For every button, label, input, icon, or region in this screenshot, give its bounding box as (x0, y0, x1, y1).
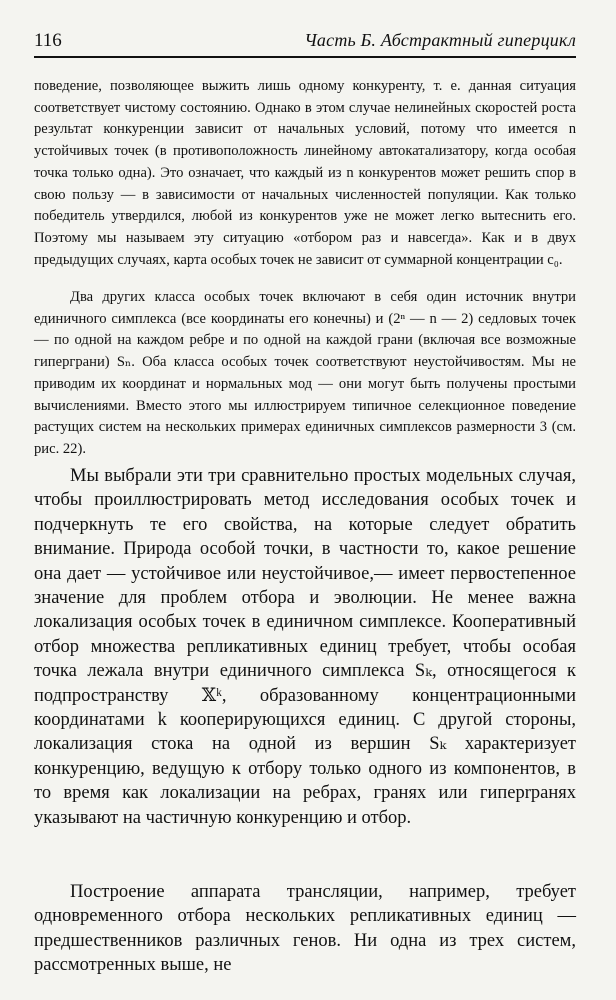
paragraph-model-cases: Мы выбрали эти три сравнительно простых модельных случая, чтобы проиллюстрировать метод исследования особых точек и подчеркнуть те его свойства, на которые следует обратить внимание. Природа особой точки, в частности то, какое решение она дает — устойчивое или неустойчивое,— имеет первостепенное значение для проблем отбора и эволюции. Не менее важна локализация особых точек в единичном симплексе. Кооперативный отбор множества репликативных единиц требует, чтобы особая точка лежала внутри единичного симплекса Sₖ, относящегося к подпространству 𝕏ᵏ, образованному концентрационными координатами k кооперирующихся единиц. С другой стороны, локализация стока на одной из вершин Sₖ характеризует конкуренцию, ведущую к отбору только одного из компонентов, в то время как локализации на ребрах, гранях или гиперrранях указывают на частичную конкуренцию и отбор. (34, 466, 576, 828)
small-print-block-2 (34, 287, 576, 461)
paragraph-singular-points: Два других класса особых точек включают в себя один источник внутри единичного симплекса (все координаты его конечны) и (2ⁿ — n — 2) седловых точек — по одной на каждом ребре и по одной на каждой грани (включая все возможные гиперграни) Sₙ. Оба класса особых точек соответствуют неустойчивостям. Мы не приводим их координат и нормальных мод — они могут быть получены простыми вычислениями. Вместо этого мы иллюстрируем типичное селекционное поведение растущих систем на нескольких примерах единичных симплексов размерности 3 (см. рис. 22). (34, 289, 576, 457)
running-title: Часть Б. Абстрактный гиперцикл (304, 30, 576, 50)
paragraph-translation-apparatus: Построение аппарата трансляции, например, требует одновременного отбора нескольких репликативных единиц — предшественников различных генов. Ни одна из трех систем, рассмотренных выше, не (34, 882, 576, 976)
paragraph-continuation: поведение, позволяющее выжить лишь одному конкуренту, т. е. данная ситуация соответствует чистому состоянию. Однако в этом случае нелинейных скоростей роста результат конкуренции зависит от начальных условий, потому что имеется n устойчивых точек (в противоположность линейному автокатализатору, когда особая точка только одна). Это означает, что каждый из n конкурентов может решить спор в свою пользу — в зависимости от начальных численностей популяции. Как только победитель утвердился, любой из конкурентов уже не может легко вытеснить его. Поэтому мы называем эту ситуацию «отбором раз и навсегда». Как и в двух предыдущих случаях, карта особых точек не зависит от суммарной концентрации c₀. (34, 78, 576, 268)
page-number: 116 (34, 30, 62, 51)
small-print-block-1 (34, 76, 576, 271)
main-text-block (34, 464, 576, 830)
page-header (34, 26, 576, 58)
main-text-block-2 (34, 880, 576, 978)
